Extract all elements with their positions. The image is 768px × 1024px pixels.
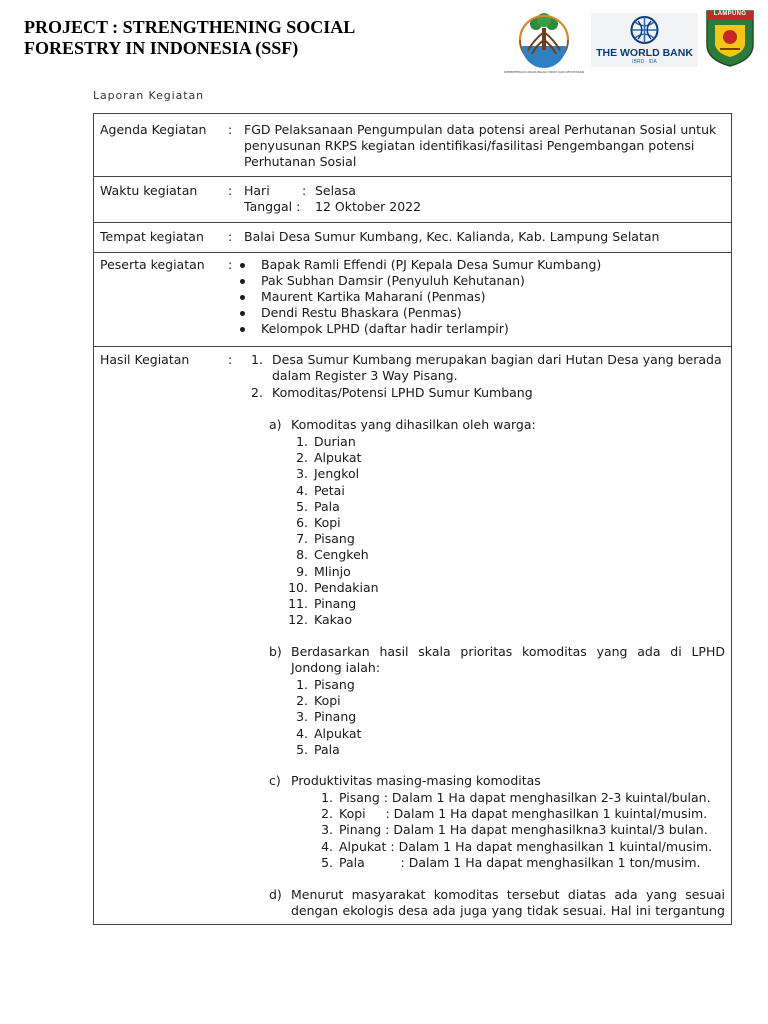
section-a-item-text: Mlinjo (314, 563, 351, 579)
waktu-colon: : (228, 183, 233, 198)
section-a-item-number: 4. (296, 482, 308, 498)
section-a-item-number: 6. (296, 515, 308, 530)
tempat-value: Balai Desa Sumur Kumbang, Kec. Kalianda, Kab. Lampung Selatan (244, 229, 660, 244)
section-a-item-number: 9. (296, 563, 308, 579)
section-c-item-text: Pinang : Dalam 1 Ha dapat menghasilkna3 kuintal/3 bulan. (339, 822, 708, 838)
section-d-line-2: dengan ekologis desa ada juga yang tidak sesuai. Hal ini tergantung (291, 903, 725, 918)
hasil-point-1-number: 1. (251, 352, 263, 367)
bullet-icon (240, 295, 245, 300)
tempat-colon: : (228, 229, 233, 244)
section-a-item-text: Pala (314, 498, 340, 514)
section-c-item-text: Alpukat : Dalam 1 Ha dapat menghasilkan 1 kuintal/musim. (339, 838, 713, 854)
lampung-crest-label: LAMPUNG (713, 11, 747, 17)
section-a-item-number: 10. (288, 579, 308, 595)
bullet-icon (240, 311, 245, 316)
project-title-line-2: FORESTRY IN INDONESIA (SSF) (24, 38, 299, 58)
hasil-colon: : (228, 352, 233, 367)
agenda-colon: : (228, 122, 233, 137)
section-b-item-number: 2. (296, 693, 308, 709)
section-c-item-text: Pisang : Dalam 1 Ha dapat menghasilkan 2-3 kuintal/bulan. (339, 790, 711, 805)
peserta-item-2: Pak Subhan Damsir (Penyuluh Kehutanan) (261, 273, 525, 288)
section-a-item-number: 12. (288, 612, 308, 628)
section-b-line-1: Berdasarkan hasil skala prioritas komoditas yang ada di LPHD (291, 644, 725, 659)
hasil-point-1-line-1: Desa Sumur Kumbang merupakan bagian dari Hutan Desa yang berada (272, 352, 722, 367)
tempat-row (94, 223, 731, 253)
peserta-row (94, 253, 731, 347)
section-c-item-number: 5. (321, 854, 333, 870)
section-c-item-text: Kopi : Dalam 1 Ha dapat menghasilkan 1 kuintal/musim. (339, 806, 708, 822)
section-a-item-number: 5. (296, 498, 308, 514)
lampung-crest-logo (705, 9, 755, 67)
peserta-colon: : (228, 257, 233, 272)
world-bank-logo (591, 13, 698, 67)
section-a-item-number: 8. (296, 547, 308, 563)
tanggal-value: 12 Oktober 2022 (315, 199, 422, 214)
hasil-point-1-line-2: dalam Register 3 Way Pisang. (272, 368, 458, 383)
hasil-row (94, 347, 731, 924)
klhk-logo (500, 10, 588, 74)
report-table (93, 113, 732, 925)
section-b-item-number: 1. (296, 677, 308, 692)
section-b-item-number: 5. (296, 741, 308, 757)
section-c-item-number: 3. (321, 822, 333, 838)
world-bank-subtitle: IBRD · IDA (632, 59, 657, 65)
section-a-item-text: Kakao (314, 612, 352, 628)
section-b-letter: b) (269, 644, 282, 659)
section-b-item-text: Pisang (314, 677, 355, 692)
project-title-line-1: PROJECT : STRENGTHENING SOCIAL (24, 17, 356, 37)
agenda-line-2: penyusunan RKPS kegiatan identifikasi/fasilitasi Pengembangan potensi (244, 138, 695, 153)
section-c-title: Produktivitas masing-masing komoditas (291, 773, 541, 788)
agenda-line-3: Perhutanan Sosial (244, 154, 357, 169)
section-a-item-text: Pinang (314, 596, 357, 611)
section-b-item-text: Kopi (314, 693, 341, 709)
agenda-label: Agenda Kegiatan (100, 122, 207, 137)
section-a-item-number: 3. (296, 466, 308, 482)
section-c-item-number: 2. (321, 806, 333, 822)
section-a-item-text: Alpukat (314, 450, 362, 466)
section-a-item-number: 2. (296, 450, 308, 466)
hari-value: Selasa (315, 183, 356, 198)
section-a-letter: a) (269, 417, 282, 432)
section-b-item-text: Pala (314, 741, 340, 757)
tanggal-label: Tanggal : (244, 199, 301, 214)
section-a-item-number: 7. (296, 531, 308, 547)
bullet-icon (240, 263, 245, 268)
section-b-item-number: 4. (296, 725, 308, 741)
section-a-item-text: Durian (314, 434, 356, 449)
section-c-item-number: 4. (321, 838, 333, 854)
klhk-caption: KEMENTERIAN LINGKUNGAN HIDUP DAN KEHUTANAN (504, 70, 584, 74)
section-c-item-text: Pala : Dalam 1 Ha dapat menghasilkan 1 ton/musim. (339, 854, 701, 870)
section-d-letter: d) (269, 887, 282, 902)
tempat-label: Tempat kegiatan (100, 229, 204, 244)
world-bank-name: THE WORLD BANK (596, 47, 693, 59)
section-c-letter: c) (269, 773, 281, 788)
section-a-item-text: Jengkol (314, 466, 360, 482)
hasil-point-2-number: 2. (251, 385, 263, 400)
section-a-item-text: Pisang (314, 531, 355, 547)
section-a-item-text: Kopi (314, 515, 341, 530)
hasil-label: Hasil Kegiatan (100, 352, 190, 367)
bullet-icon (240, 327, 245, 332)
section-b-item-number: 3. (296, 709, 308, 725)
section-a-title: Komoditas yang dihasilkan oleh warga: (291, 417, 536, 432)
waktu-row (94, 177, 731, 223)
project-title (24, 17, 444, 59)
section-b-item-text: Pinang (314, 709, 357, 725)
section-a-item-number: 1. (296, 434, 308, 449)
hari-label: Hari (244, 183, 270, 198)
world-bank-globe-icon (591, 13, 698, 47)
section-a-item-text: Cengkeh (314, 547, 369, 563)
peserta-label: Peserta kegiatan (100, 257, 205, 272)
peserta-item-3: Maurent Kartika Maharani (Penmas) (261, 289, 486, 304)
waktu-label: Waktu kegiatan (100, 183, 198, 198)
klhk-emblem-icon (500, 10, 588, 70)
report-label: Laporan Kegiatan (93, 89, 204, 102)
section-d-line-1: Menurut masyarakat komoditas tersebut diatas ada yang sesuai (291, 887, 725, 902)
peserta-item-5: Kelompok LPHD (daftar hadir terlampir) (261, 321, 509, 336)
agenda-line-1: FGD Pelaksanaan Pengumpulan data potensi areal Perhutanan Sosial untuk (244, 122, 717, 137)
section-b-item-text: Alpukat (314, 725, 362, 741)
agenda-row (94, 114, 731, 177)
section-a-item-text: Pendakian (314, 579, 379, 595)
hari-colon: : (302, 183, 307, 198)
section-c-item-number: 1. (321, 790, 333, 805)
peserta-item-1: Bapak Ramli Effendi (PJ Kepala Desa Sumur Kumbang) (261, 257, 602, 272)
peserta-item-4: Dendi Restu Bhaskara (Penmas) (261, 305, 462, 320)
hasil-point-2-text: Komoditas/Potensi LPHD Sumur Kumbang (272, 385, 533, 400)
section-b-line-2: Jondong ialah: (291, 660, 381, 675)
lampung-shield-icon (705, 9, 755, 67)
bullet-icon (240, 279, 245, 284)
section-a-item-number: 11. (288, 596, 308, 611)
section-a-item-text: Petai (314, 482, 345, 498)
